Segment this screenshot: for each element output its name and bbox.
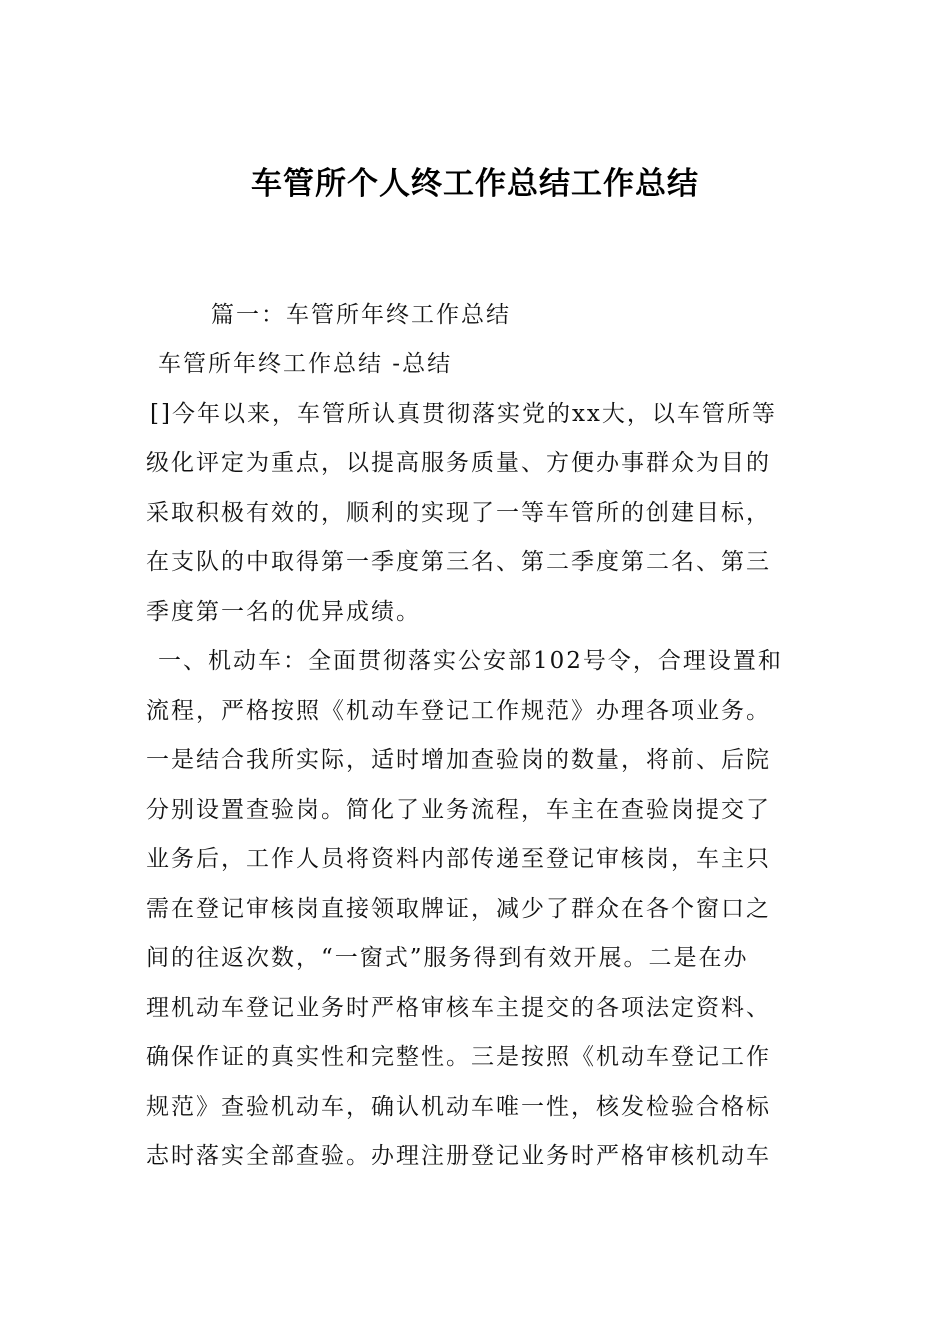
body-line: 流程，严格按照《机动车登记工作规范》办理各项业务。: [146, 698, 771, 724]
body-line: 理机动车登记业务时严格审核车主提交的各项法定资料、: [146, 995, 771, 1021]
body-line: 业务后，工作人员将资料内部传递至登记审核岗，车主只: [146, 846, 771, 872]
subheading: 车管所年终工作总结 -总结: [158, 351, 453, 377]
body-line: []今年以来，车管所认真贯彻落实党的xx大，以车管所等: [150, 401, 777, 427]
body-line: 采取积极有效的，顺利的实现了一等车管所的创建目标，: [146, 500, 771, 526]
body-line: 需在登记审核岗直接领取牌证，减少了群众在各个窗口之: [146, 896, 771, 922]
body-line: 季度第一名的优异成绩。: [146, 599, 421, 625]
body-line: 级化评定为重点，以提高服务质量、方便办事群众为目的: [146, 450, 771, 476]
body-line: 一是结合我所实际，适时增加查验岗的数量，将前、后院: [146, 747, 771, 773]
body-line: 分别设置查验岗。简化了业务流程，车主在查验岗提交了: [146, 797, 771, 823]
body-line: 在支队的中取得第一季度第三名、第二季度第二名、第三: [146, 549, 771, 575]
document-title: 车管所个人终工作总结工作总结: [251, 166, 699, 202]
body-line: 确保作证的真实性和完整性。三是按照《机动车登记工作: [146, 1044, 771, 1070]
section-heading: 篇一：车管所年终工作总结: [186, 302, 511, 328]
body-line: 规范》查验机动车，确认机动车唯一性，核发检验合格标: [146, 1094, 771, 1120]
body-line: 间的往返次数，“一窗式”服务得到有效开展。二是在办: [146, 945, 749, 971]
body-line: 志时落实全部查验。办理注册登记业务时严格审核机动车: [146, 1143, 771, 1169]
body-line: 一、机动车：全面贯彻落实公安部102号令，合理设置和: [158, 648, 783, 674]
